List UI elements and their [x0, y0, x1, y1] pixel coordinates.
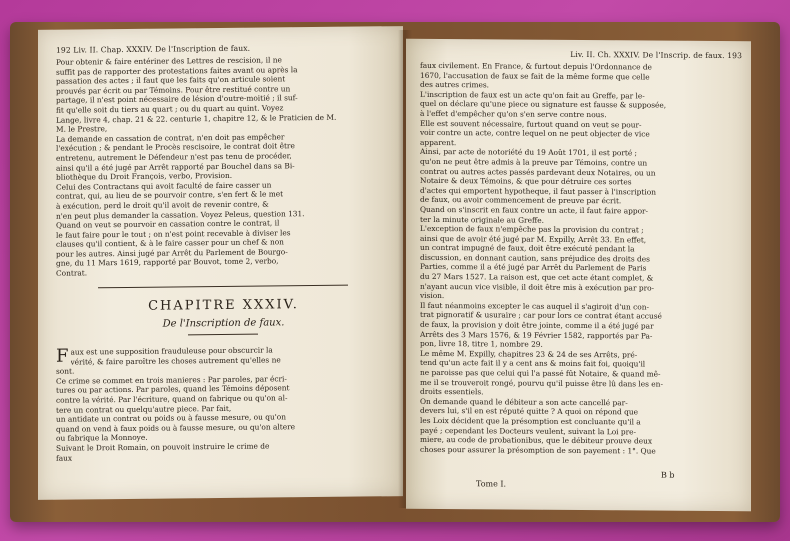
text-line: ter la minute originale au Greffe. [420, 214, 544, 225]
text-line: à exécution, perd le droit qu'il avoit de revenir contre, & [56, 199, 269, 211]
text-line: Parties, comme il a été jugé par Arrêt du Parlement de Paris [420, 262, 647, 273]
text-line: payé ; cependant les Docteurs veulent, suivant la Loi pre- [420, 425, 637, 436]
text-line: aux est une supposition frauduleuse pour obscurcir la [70, 345, 273, 357]
text-line: partage, il n'est point nécessaire de lésion d'outre-moitié ; il suf- [56, 93, 298, 106]
text-line: contre la vérité. Par l'écriture, quand on fabrique ou qu'on al- [56, 393, 288, 405]
chapter-title: CHAPITRE XXXIV. [148, 297, 299, 314]
left-page-header: 192 Liv. II. Chap. XXXIV. De l'Inscription de faux. [56, 43, 251, 55]
text-line: les Loix décident que la présomption est concluante qu'il a [420, 415, 641, 427]
text-line: L'exception de faux n'empêche pas la provision du contrat ; [420, 223, 644, 235]
left-page-text-bottom [56, 344, 391, 463]
text-line: de faux, la provision y doit être jointe, comme il a été jugé par [420, 319, 654, 331]
text-line: à l'effet d'empêcher qu'on s'en serve contre nous. [420, 108, 607, 120]
text-line: passation des actes ; il faut que les faits qu'on articule soient [56, 74, 286, 86]
text-line: L'inscription de faux est un acte qu'on fait au Greffe, par le- [420, 89, 645, 101]
text-line: qu'on ne peut être admis à la preuve par Témoins, contre un [420, 156, 648, 168]
text-line: devers lui, s'il en est réputé quitte ? A quoi on répond que [420, 406, 638, 417]
text-line: bliothèque du Droit François, verbo, Provision. [56, 171, 233, 182]
text-line: Ainsi, par acte de notoriété du 19 Août 1701, il est porté ; [420, 147, 638, 158]
text-line: Notaire & deux Témoins, & que pour détruire ces sortes [420, 176, 632, 187]
text-line: Ce crime se commet en trois manieres : Par paroles, par écri- [56, 374, 287, 386]
text-line: clauses qu'il contient, & à le faire casser pour un chef & non [56, 237, 284, 250]
text-line: M. le Prestre, [56, 124, 108, 134]
text-line: discussion, en donnant caution, sans préjudice des droits des [420, 252, 650, 264]
right-page [406, 39, 751, 511]
text-line: ne paroisse pas que celui qui l'a passé fût Notaire, & quand mê- [420, 367, 661, 379]
left-page-header-block [56, 42, 391, 56]
right-page-text [420, 61, 742, 457]
text-line: tend qu'un acte fait il y a cent ans & moins fait foi, quoiqu'il [420, 358, 646, 369]
text-line: d'actes qui emportent hypotheque, il faut passer à l'inscription [420, 185, 656, 197]
text-line: prouvés par écrit ou par Témoins. Pour être restitué contre un [56, 84, 291, 96]
text-line: faux [56, 453, 73, 463]
text-line: Contrat. [56, 268, 88, 278]
left-page-text-top [56, 54, 391, 278]
text-line: Elle est souvent nécessaire, furtout quand on veut se pour- [420, 118, 642, 130]
text-line: un contrat impugné de faux, doit être exécuté pendant la [420, 243, 635, 254]
text-line: Arrêts des 3 Mars 1576, & 19 Février 1582, rapportés par Pa- [420, 329, 653, 341]
text-line: pon, livre 18, titre 1, nombre 29. [420, 339, 543, 349]
chapter-rule-top [98, 285, 348, 289]
text-line: voir contre un acte, contre lequel on ne peut objecter de vice [420, 128, 650, 139]
chapter-rule-bottom [188, 334, 258, 336]
text-line: miere, au code de probationibus, que le débiteur prouve deux [420, 435, 652, 446]
text-line: ainsi que de avoir été jugé par M. Expilly, Arrêt 33. En effet, [420, 233, 647, 245]
text-line: de faux, ou avoir commencement de preuve par écrit. [420, 195, 622, 206]
text-line: suffit pas de rapporter des protestations faites avant ou après la [56, 64, 298, 77]
text-line: des autres crimes. [420, 80, 489, 90]
text-line: choses pour assurer la présomption de son payement : 1°. Que [420, 444, 656, 456]
text-line: tures ou par actions. Par paroles, quand les Témoins déposent [56, 383, 290, 396]
text-line: ou fabrique la Monnoye. [56, 433, 148, 444]
text-line: un antidate un contrat ou poids ou à fausse mesure, ou qu'on [56, 412, 286, 424]
text-line: droits essentiels. [420, 387, 484, 397]
text-line: Le même M. Expilly, chapitres 23 & 24 de ses Arrêts, pré- [420, 348, 638, 360]
text-line: sont. [56, 366, 75, 376]
text-line: entretenu, autrement le Défendeur n'est pas tenu de procéder, [56, 151, 292, 163]
text-line: Pour obtenir & faire entériner des Lettres de rescision, il ne [56, 55, 282, 67]
text-line: gne, du 11 Mars 1619, rapporté par Bouvot, tome 2, verbo, [56, 256, 279, 269]
text-line: Lange, livre 4, chap. 21 & 22. centurie 1, chapitre 12, & le Praticien de M. [56, 112, 337, 125]
text-line: Suivant le Droit Romain, on pouvoit instruire le crime de [56, 441, 270, 453]
text-line: quel on déclare qu'une piece ou signature est fausse & supposée, [420, 99, 667, 110]
text-line: me il se trouveroit rongé, pourvu qu'il puisse être lû dans les en- [420, 377, 663, 389]
right-page-header-block [420, 49, 742, 61]
text-line: n'ayant aucun vice visible, il doit être mis à exécution par pro- [420, 281, 655, 293]
text-line: faux civilement. En France, & furtout depuis l'Ordonnance de [420, 60, 652, 72]
dropcap: F [56, 345, 69, 367]
text-line: n'en peut plus demander la cassation. Voyez Peleus, question 131. [56, 208, 305, 221]
right-page-signature: B b [661, 470, 675, 480]
chapter-subtitle: De l'Inscription de faux. [162, 317, 285, 330]
text-line: apparent. [420, 137, 457, 147]
right-page-header: Liv. II. Ch. XXXIV. De l'Inscrip. de faux. 193 [570, 49, 742, 61]
text-line: fit qu'elle soit du tiers au quart ; ou du quart au quint. Voyez [56, 103, 284, 115]
text-line: Quand on s'inscrit en faux contre un acte, il faut faire appor- [420, 204, 649, 216]
text-line: Quand on veut se pourvoir en cassation contre le contrat, il [56, 218, 280, 230]
text-line: vision. [420, 291, 445, 301]
text-line: vérité, & faire paroître les choses autrement qu'elles ne [70, 354, 281, 367]
text-line: trat pignoratif & usuraire ; car pour lors ce contrat étant accusé [420, 310, 662, 322]
text-line: tere un contrat ou quelqu'autre piece. Par fait, [56, 403, 232, 415]
text-line: l'exécution ; & pendant le Procès rescisoire, le contrat doit être [56, 141, 295, 154]
text-line: du 27 Mars 1527. La raison est, que cet acte étant complet, & [420, 271, 654, 283]
text-line: On demande quand le débiteur a son acte cancellé par- [420, 396, 628, 408]
text-line: quand on vend à faux poids ou à fausse mesure, ou qu'on altere [56, 421, 296, 434]
right-page-volume: Tome I. [476, 479, 507, 489]
text-line: contrat ou autres actes passés pardevant deux Notaires, ou un [420, 166, 656, 178]
text-line: Celui des Contractans qui avoit faculté de faire casser un [56, 180, 272, 192]
text-line: 1670, l'accusation de faux se fait de la même forme que celle [420, 70, 650, 82]
text-line: ainsi qu'il a été jugé par Arrêt rapporté par Bouchel dans sa Bi- [56, 160, 295, 173]
text-line: pour les autres. Ainsi jugé par Arrêt du Parlement de Bourgo- [56, 247, 288, 259]
text-line: contrat, qui, au lieu de se pourvoir contre, s'en fert & le met [56, 189, 284, 202]
text-line: Il faut néanmoins excepter le cas auquel il s'agiroit d'un con- [420, 300, 649, 312]
text-line: La demande en cassation de contrat, n'en doit pas empêcher [56, 132, 285, 144]
left-page [38, 26, 403, 500]
text-line: le faut faire pour le tout ; on n'est point recevable à diviser les [56, 227, 291, 240]
